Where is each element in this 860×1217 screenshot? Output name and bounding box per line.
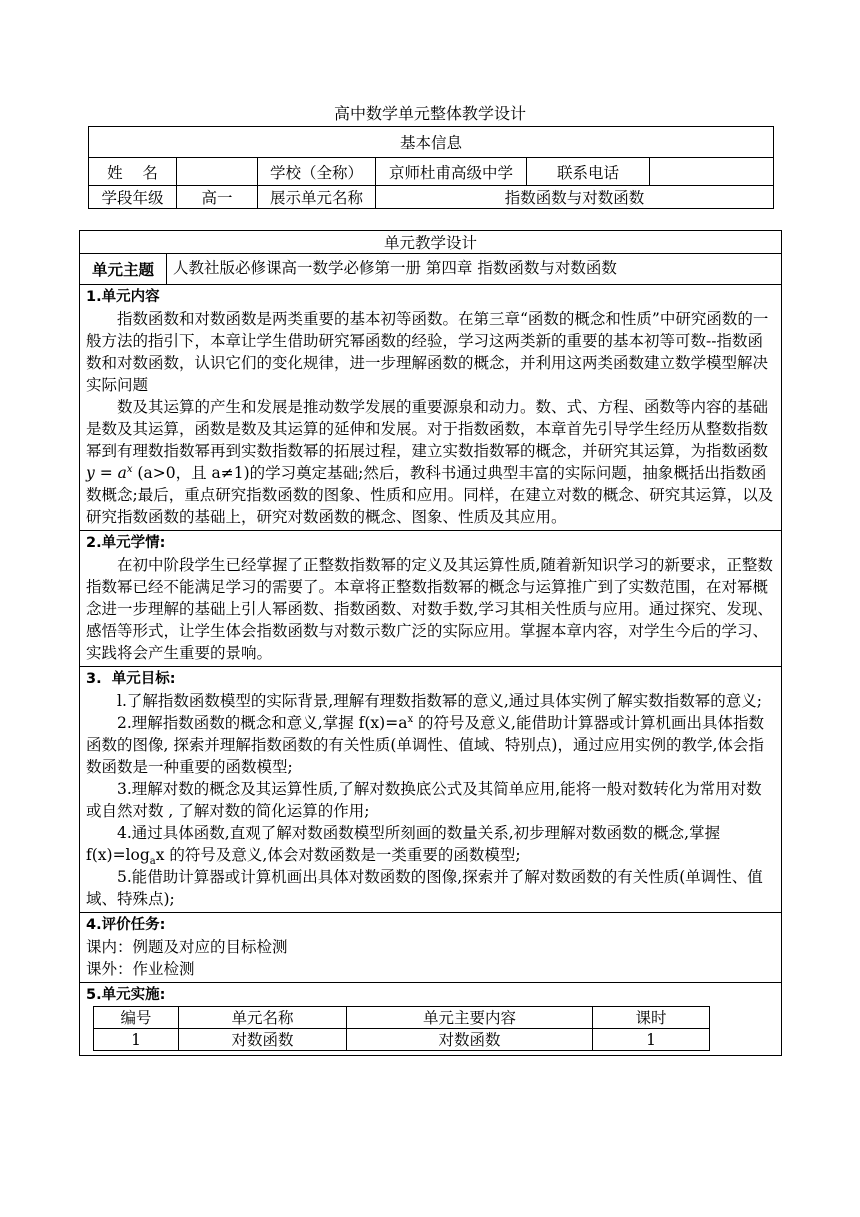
basic-info-header: 基本信息: [89, 127, 774, 158]
theme-label: 单元主题: [80, 254, 167, 285]
implementation-table: [93, 1006, 710, 1051]
impl-cell-hours: 1: [593, 1029, 710, 1051]
goal-item: [86, 822, 775, 866]
impl-header-name: 单元名称: [179, 1007, 347, 1029]
eval-in: 课内：例题及对应的目标检测: [86, 938, 288, 956]
table-row: [94, 1029, 710, 1051]
section-unit-goals: [80, 667, 782, 913]
goal-text: 4.通过具体函数,直观了解对数函数模型所刻画的数量关系,初步理解对数函数的概念,掌握 f(x)=log: [86, 824, 721, 864]
goal-text: 的符号及意义,能借助计算器或计算机画出具体指数函数的图像, 探索并理解指数函数的有关性质(单调性、值域、特别点)，通过应用实例的教学,体会指数函数是一种重要的函数模型;: [86, 714, 764, 776]
goal-item: [86, 712, 775, 778]
grade-value: 高一: [177, 186, 258, 209]
section-evaluation: [80, 913, 782, 983]
eval-out: 课外：作业检测: [86, 960, 195, 978]
formula-y: y: [86, 464, 95, 482]
goal-superscript: x: [407, 713, 414, 725]
formula-a: a: [117, 464, 127, 482]
unit-name-label: 展示单元名称: [258, 186, 376, 209]
goal-text: x 的符号及意义,体会对数函数是一类重要的函数模型;: [155, 846, 521, 864]
page-title: 高中数学单元整体教学设计: [333, 104, 526, 123]
section-unit-content: [80, 285, 782, 531]
paragraph-text: (a>0，且 a≠1)的学习奠定基础;然后，教科书通过典型丰富的实际问题，抽象概括出指数函数概念;最后，重点研究指数函数的图象、性质和应用。同样，在建立对数的概念、研究其运算，以及研究指数函数的基础上，研究对数函数的概念、图象、性质及其应用。: [86, 464, 774, 526]
design-header: 单元教学设计: [80, 231, 782, 254]
basic-info-table: [88, 126, 774, 209]
school-value: 京师杜甫高级中学: [376, 158, 527, 186]
section-title: 1.单元内容: [86, 289, 160, 305]
section-student-situation: [80, 531, 782, 667]
impl-cell-id: 1: [94, 1029, 179, 1051]
goal-item: l.了解指数函数模型的实际背景,理解有理数指数幂的意义,通过具体实例了解实数指数幂的意义;: [117, 692, 762, 710]
unit-name-value: 指数函数与对数函数: [376, 186, 774, 209]
design-table: [79, 230, 782, 1056]
phone-label: 联系电话: [527, 158, 650, 186]
school-label: 学校（全称）: [258, 158, 376, 186]
section-title: 3. 单元目标:: [86, 671, 176, 687]
paragraph: 指数函数和对数函数是两类重要的基本初等函数。在第三章“函数的概念和性质”中研究函数的一般方法的指引下，本章让学生借助研究幂函数的经验，学习这两类新的重要的基本初等可数--指数函数和对数函数，认识它们的变化规律，进一步理解函数的概念，并利用这两类函数建立数学模型解决实际问题: [86, 310, 769, 394]
impl-header-hours: 课时: [593, 1007, 710, 1029]
theme-value: 人教社版必修课高一数学必修第一册 第四章 指数函数与对数函数: [167, 254, 782, 285]
impl-header-id: 编号: [94, 1007, 179, 1029]
formula-x: x: [126, 463, 133, 475]
impl-header-content: 单元主要内容: [347, 1007, 593, 1029]
section-title: 5.单元实施:: [86, 987, 166, 1003]
formula-eq: =: [94, 464, 118, 482]
phone-value[interactable]: [650, 158, 774, 186]
paragraph-text: 数及其运算的产生和发展是推动数学发展的重要源泉和动力。数、式、方程、函数等内容的基础是数及其运算，函数是数及其运算的延伸和发展。对于指数函数，本章首先引导学生经历从整数指数幂到有理数指数幂再到实数指数幂的拓展过程，建立实数指数幂的概念，并研究其运算，为指数函数: [86, 398, 769, 460]
section-implementation: [80, 983, 782, 1056]
paragraph: [86, 396, 775, 528]
grade-label: 学段年级: [89, 186, 177, 209]
section-title: 4.评价任务:: [86, 917, 166, 933]
goal-subscript: a: [149, 856, 156, 868]
goal-item: 3.理解对数的概念及其运算性质,了解对数换底公式及其简单应用,能将一般对数转化为常用对数或自然对数 , 了解对数的简化运算的作用;: [86, 780, 762, 820]
paragraph: 在初中阶段学生已经掌握了正整数指数幂的定义及其运算性质,随着新知识学习的新要求，正整数指数幂已经不能满足学习的需要了。本章将正整数指数幂的概念与运算推广到了实数范围，在对幂概念进一步理解的基础上引人幂函数、指数函数、对数手数,学习其相关性质与应用。通过探究、发现、感悟等形式，让学生体会指数函数与对数示数广泛的实际应用。掌握本章内容，对学生今后的学习、实践将会产生重要的景响。: [86, 556, 773, 662]
name-label: 姓 名: [89, 158, 177, 186]
name-value[interactable]: [177, 158, 258, 186]
impl-cell-name: 对数函数: [179, 1029, 347, 1051]
goal-text: 2.理解指数函数的概念和意义,掌握 f(x)=a: [117, 714, 408, 732]
section-title: 2.单元学情:: [86, 535, 166, 551]
goal-item: 5.能借助计算器或计算机画出具体对数函数的图像,探索并了解对数函数的有关性质(单调性、值域、特殊点);: [86, 868, 763, 908]
impl-cell-content: 对数函数: [347, 1029, 593, 1051]
